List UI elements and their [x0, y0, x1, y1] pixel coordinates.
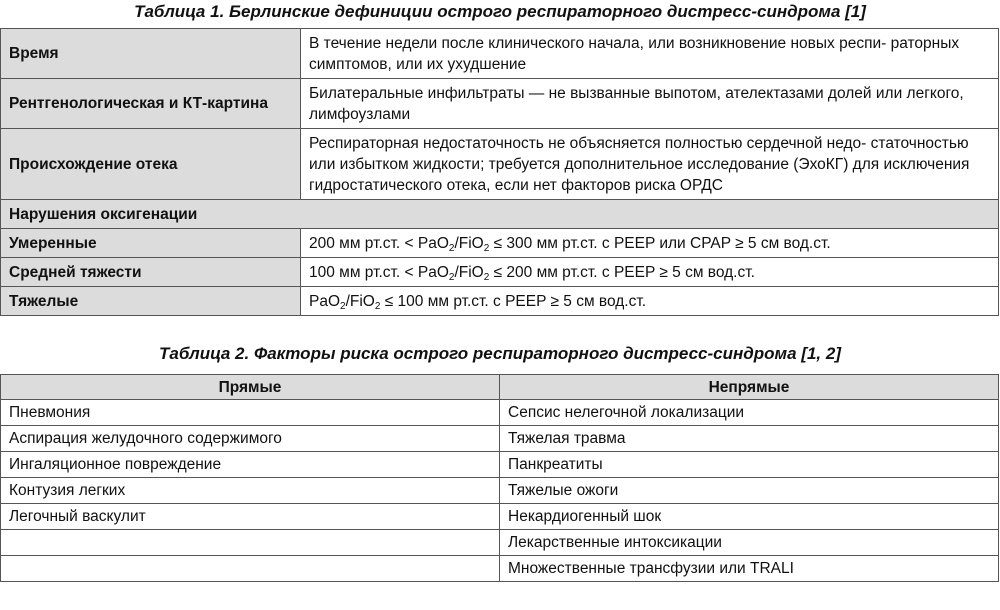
severity-label-moderate: Средней тяжести — [1, 258, 301, 287]
severity-criteria-mild: 200 мм рт.ст. < PaO$_2$/FiO$_2$ ≤ 300 мм рт.ст. с PEEP или CPAP ≥ 5 см вод.ст. — [301, 229, 999, 258]
table-row — [1, 426, 999, 452]
header-row — [1, 375, 999, 400]
cell-indirect: Некардиогенный шок — [500, 504, 999, 530]
risk-factors-table — [0, 374, 999, 582]
cell-direct: Аспирация желудочного содержимого — [1, 426, 500, 452]
table-row — [1, 478, 999, 504]
row-value-edema: Респираторная недостаточность не объясняется полностью сердечной недо- статочностью или избытком жидкости; требуется дополнительное исследование (ЭхоКГ) для исключения гидростатического отека, если нет факторов риска ОРДС — [301, 129, 999, 200]
row-label-time: Время — [1, 29, 301, 79]
table-row — [1, 504, 999, 530]
table-row — [1, 556, 999, 582]
column-header-indirect: Непрямые — [500, 375, 999, 400]
table-row — [1, 400, 999, 426]
cell-indirect: Панкреатиты — [500, 452, 999, 478]
severity-criteria-severe: PaO$_2$/FiO$_2$ ≤ 100 мм рт.ст. с PEEP ≥ 5 см вод.ст. — [301, 287, 999, 316]
cell-direct — [1, 556, 500, 582]
row-value-time: В течение недели после клинического начала, или возникновение новых респи- раторных симптомов, или их ухудшение — [301, 29, 999, 79]
cell-indirect: Тяжелые ожоги — [500, 478, 999, 504]
table-row — [1, 530, 999, 556]
severity-label-mild: Умеренные — [1, 229, 301, 258]
table1-caption: Таблица 1. Берлинские дефиниции острого респираторного дистресс-синдрома [1] — [134, 2, 866, 21]
table-row — [1, 29, 999, 79]
row-label-edema: Происхождение отека — [1, 129, 301, 200]
cell-direct: Ингаляционное повреждение — [1, 452, 500, 478]
row-label-imaging: Рентгенологическая и КТ-картина — [1, 79, 301, 129]
severity-criteria-moderate: 100 мм рт.ст. < PaO$_2$/FiO$_2$ ≤ 200 мм рт.ст. с PEEP ≥ 5 см вод.ст. — [301, 258, 999, 287]
table-row — [1, 229, 999, 258]
cell-direct: Контузия легких — [1, 478, 500, 504]
table-row — [1, 258, 999, 287]
group-label-oxygenation: Нарушения оксигенации — [1, 200, 999, 229]
cell-direct — [1, 530, 500, 556]
column-header-direct: Прямые — [1, 375, 500, 400]
cell-indirect: Сепсис нелегочной локализации — [500, 400, 999, 426]
cell-direct: Легочный васкулит — [1, 504, 500, 530]
cell-indirect: Тяжелая травма — [500, 426, 999, 452]
berlin-definition-table — [0, 28, 999, 316]
row-value-imaging: Билатеральные инфильтраты — не вызванные выпотом, ателектазами долей или легкого, лимфоузлами — [301, 79, 999, 129]
group-row — [1, 200, 999, 229]
cell-indirect: Лекарственные интоксикации — [500, 530, 999, 556]
cell-indirect: Множественные трансфузии или TRALI — [500, 556, 999, 582]
table-row — [1, 79, 999, 129]
severity-label-severe: Тяжелые — [1, 287, 301, 316]
cell-direct: Пневмония — [1, 400, 500, 426]
table-row — [1, 452, 999, 478]
table-row — [1, 287, 999, 316]
table2-caption: Таблица 2. Факторы риска острого респираторного дистресс-синдрома [1, 2] — [159, 344, 841, 363]
table-row — [1, 129, 999, 200]
